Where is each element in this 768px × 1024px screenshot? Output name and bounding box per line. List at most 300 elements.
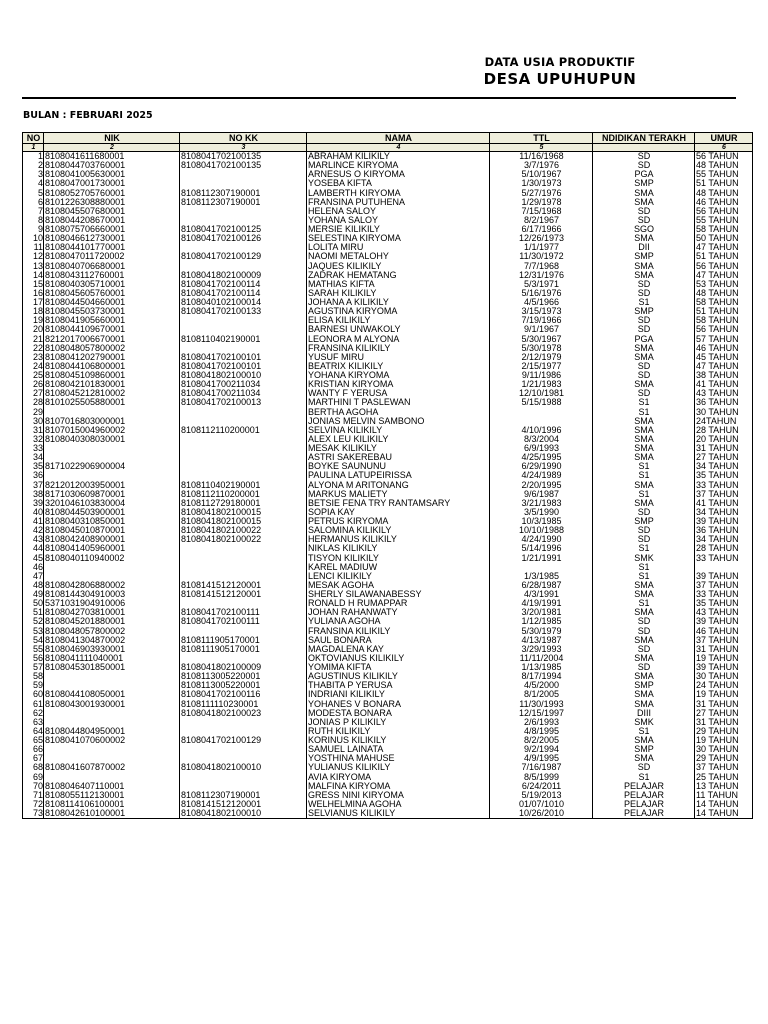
cell-nama: YULIANA AGOHA (307, 617, 490, 626)
table-row (23, 362, 753, 371)
cell-ttl: 5/15/1988 (490, 398, 593, 407)
cell-pendidikan: S1 (593, 490, 695, 499)
cell-pendidikan: SMP (593, 681, 695, 690)
cell-umur: 28 TAHUN (695, 544, 753, 553)
cell-umur: 47 TAHUN (695, 271, 753, 280)
cell-ttl: 5/19/2013 (490, 791, 593, 800)
cell-nik: 8108047011720002 (44, 252, 180, 261)
cell-umur: 53 TAHUN (695, 280, 753, 289)
cell-umur: 48 TAHUN (695, 189, 753, 198)
cell-nama: MESAK AGOHA (307, 581, 490, 590)
cell-no-kk (180, 435, 307, 444)
cell-pendidikan: S1 (593, 599, 695, 608)
cell-nama: OKTOVIANUS KILIKILY (307, 654, 490, 663)
cell-no: 34 (23, 453, 44, 462)
cell-no-kk (180, 207, 307, 216)
cell-ttl: 10/26/2010 (490, 809, 593, 819)
cell-umur: 34 TAHUN (695, 462, 753, 471)
cell-nama: ARNESUS O KIRYOMA (307, 170, 490, 179)
table-row (23, 325, 753, 334)
cell-umur: 35 TAHUN (695, 471, 753, 480)
cell-pendidikan: SD (593, 289, 695, 298)
cell-nama: YOMIMA KIFTA (307, 663, 490, 672)
cell-no: 52 (23, 617, 44, 626)
cell-umur: 50 TAHUN (695, 234, 753, 243)
cell-no-kk (180, 170, 307, 179)
cell-umur: 46 TAHUN (695, 627, 753, 636)
table-row (23, 198, 753, 207)
cell-nik: 8108144304910003 (44, 590, 180, 599)
cell-nik: 8108045109860001 (44, 371, 180, 380)
cell-nik: 8108040706680001 (44, 262, 180, 271)
cell-umur: 56 TAHUN (695, 152, 753, 162)
table-row (23, 599, 753, 608)
cell-ttl: 4/19/1991 (490, 599, 593, 608)
cell-pendidikan: SD (593, 280, 695, 289)
cell-pendidikan: SD (593, 152, 695, 162)
cell-nik: 8212017006670001 (44, 335, 180, 344)
cell-no-kk: 8108041802100022 (180, 535, 307, 544)
cell-no: 70 (23, 782, 44, 791)
cell-no-kk: 8108113005220001 (180, 672, 307, 681)
table-row (23, 736, 753, 745)
cell-ttl: 6/9/1993 (490, 444, 593, 453)
cell-umur: 39 TAHUN (695, 663, 753, 672)
cell-nama: ABRAHAM KILIKILY (307, 152, 490, 162)
population-table (22, 132, 753, 819)
cell-umur: 39 TAHUN (695, 572, 753, 581)
cell-no: 40 (23, 508, 44, 517)
cell-no: 1 (23, 152, 44, 162)
cell-no: 37 (23, 481, 44, 490)
cell-nama: TISYON KILIKILY (307, 554, 490, 563)
cell-nik: 8108040310850001 (44, 517, 180, 526)
cell-nik (44, 572, 180, 581)
cell-no-kk: 8108041802100015 (180, 517, 307, 526)
cell-no-kk: 8108111905170001 (180, 636, 307, 645)
cell-pendidikan: SD (593, 617, 695, 626)
table-row (23, 554, 753, 563)
cell-nama: YUSUF MIRU (307, 353, 490, 362)
cell-nama: LENCI KILIKILY (307, 572, 490, 581)
header-divider (22, 97, 736, 99)
cell-nik: 8108044106800001 (44, 362, 180, 371)
cell-nik (44, 681, 180, 690)
cell-no-kk: 8108041802100009 (180, 663, 307, 672)
cell-umur: 46 TAHUN (695, 198, 753, 207)
cell-nama: YOHANA KIRYOMA (307, 371, 490, 380)
cell-no: 2 (23, 161, 44, 170)
cell-nama: INDRIANI KILIKILY (307, 690, 490, 699)
cell-nama: THABITA P YERUSA (307, 681, 490, 690)
cell-no: 55 (23, 645, 44, 654)
table-row (23, 672, 753, 681)
table-row (23, 344, 753, 353)
table-row (23, 271, 753, 280)
cell-nik: 8108045010870001 (44, 526, 180, 535)
cell-no: 67 (23, 754, 44, 763)
cell-pendidikan: SMA (593, 672, 695, 681)
table-row (23, 718, 753, 727)
cell-nama: ALYONA M ARITONANG (307, 481, 490, 490)
cell-umur: 58 TAHUN (695, 225, 753, 234)
cell-no: 61 (23, 700, 44, 709)
cell-ttl: 2/6/1993 (490, 718, 593, 727)
cell-pendidikan: SMP (593, 252, 695, 261)
cell-nik: 8108042610100001 (44, 809, 180, 819)
cell-nama: SOPIA KAY (307, 508, 490, 517)
cell-no-kk (180, 243, 307, 252)
cell-ttl: 1/3/1985 (490, 572, 593, 581)
cell-no-kk: 8108041702100129 (180, 736, 307, 745)
table-row (23, 462, 753, 471)
cell-pendidikan: SMA (593, 636, 695, 645)
cell-nik: 8108044804950001 (44, 727, 180, 736)
cell-nik (44, 453, 180, 462)
table-row (23, 590, 753, 599)
cell-no: 63 (23, 718, 44, 727)
cell-nik: 8108046407110001 (44, 782, 180, 791)
cell-nama: JAQUES KILIKILY (307, 262, 490, 271)
cell-nama: KORINUS KILIKILY (307, 736, 490, 745)
column-header-no-kk: NO KK (180, 133, 307, 144)
cell-nama: LAMBERTH KIRYOMA (307, 189, 490, 198)
cell-ttl: 1/21/1983 (490, 380, 593, 389)
cell-pendidikan: SMA (593, 271, 695, 280)
cell-no-kk: 8108041702100133 (180, 307, 307, 316)
cell-nik: 8108114106100001 (44, 800, 180, 809)
cell-pendidikan: SD (593, 535, 695, 544)
cell-nama: ALEX LEU KILIKILY (307, 435, 490, 444)
cell-nama: JOHANA A KILIKILY (307, 298, 490, 307)
cell-umur: 37 TAHUN (695, 490, 753, 499)
cell-no: 17 (23, 298, 44, 307)
cell-pendidikan: SMA (593, 426, 695, 435)
cell-nama: JONIAS P KILIKILY (307, 718, 490, 727)
cell-ttl: 8/5/1999 (490, 773, 593, 782)
cell-umur: 29 TAHUN (695, 754, 753, 763)
cell-pendidikan: SMA (593, 189, 695, 198)
cell-nik: 8108045507680001 (44, 207, 180, 216)
cell-no-kk: 8108041702100101 (180, 362, 307, 371)
cell-ttl: 4/9/1995 (490, 754, 593, 763)
column-header-umur: UMUR (695, 133, 753, 144)
cell-ttl: 8/1/2005 (490, 690, 593, 699)
cell-no: 16 (23, 289, 44, 298)
cell-nik: 8108052705760001 (44, 189, 180, 198)
cell-umur: 51 TAHUN (695, 252, 753, 261)
cell-nik: 8108041611680001 (44, 152, 180, 162)
cell-no-kk (180, 718, 307, 727)
cell-nama: MARKUS MALIETY (307, 490, 490, 499)
cell-pendidikan: S1 (593, 773, 695, 782)
cell-no: 45 (23, 554, 44, 563)
cell-no-kk: 8108041802100010 (180, 809, 307, 819)
cell-ttl: 1/1/1977 (490, 243, 593, 252)
cell-umur: 29 TAHUN (695, 727, 753, 736)
table-row (23, 563, 753, 572)
cell-no-kk (180, 408, 307, 417)
cell-ttl: 7/7/1968 (490, 262, 593, 271)
cell-pendidikan: PELAJAR (593, 800, 695, 809)
cell-umur: 34 TAHUN (695, 535, 753, 544)
cell-umur: 47 TAHUN (695, 362, 753, 371)
cell-nik: 8108045301850001 (44, 663, 180, 672)
cell-umur: 46 TAHUN (695, 344, 753, 353)
cell-umur: 51 TAHUN (695, 179, 753, 188)
column-header-pendidikan: NDIDIKAN TERAKH (593, 133, 695, 144)
table-row (23, 681, 753, 690)
cell-nama: WELHELMINA AGOHA (307, 800, 490, 809)
cell-ttl: 8/17/1994 (490, 672, 593, 681)
cell-no: 47 (23, 572, 44, 581)
table-row (23, 773, 753, 782)
cell-no: 56 (23, 654, 44, 663)
cell-no-kk: 8108041802100023 (180, 709, 307, 718)
cell-nik: 8108047001730001 (44, 179, 180, 188)
cell-nama: MATHIAS KIFTA (307, 280, 490, 289)
cell-umur: 14 TAHUN (695, 809, 753, 819)
table-row (23, 408, 753, 417)
table-row (23, 727, 753, 736)
cell-no: 68 (23, 763, 44, 772)
cell-no-kk (180, 462, 307, 471)
cell-nik: 8108045503730001 (44, 307, 180, 316)
cell-ttl: 7/19/1966 (490, 316, 593, 325)
cell-umur: 39 TAHUN (695, 617, 753, 626)
cell-nik: 8107015004960002 (44, 426, 180, 435)
cell-nik: 8108044503900001 (44, 508, 180, 517)
cell-no: 41 (23, 517, 44, 526)
cell-no-kk: 8108041802100010 (180, 371, 307, 380)
table-row (23, 335, 753, 344)
cell-pendidikan: SD (593, 763, 695, 772)
cell-pendidikan: SMP (593, 179, 695, 188)
cell-no-kk (180, 745, 307, 754)
cell-no-kk: 8108041702100129 (180, 252, 307, 261)
cell-nik: 8108045605760001 (44, 289, 180, 298)
cell-ttl: 4/3/1991 (490, 590, 593, 599)
table-row (23, 809, 753, 819)
table-row (23, 152, 753, 162)
cell-ttl: 1/21/1991 (490, 554, 593, 563)
cell-umur: 51 TAHUN (695, 307, 753, 316)
table-row (23, 690, 753, 699)
cell-no: 19 (23, 316, 44, 325)
cell-pendidikan: SMP (593, 307, 695, 316)
table-row (23, 782, 753, 791)
cell-no-kk (180, 471, 307, 480)
table-row (23, 763, 753, 772)
cell-nama: HELENA SALOY (307, 207, 490, 216)
cell-umur: 41 TAHUN (695, 499, 753, 508)
cell-nik: 8108046612730001 (44, 234, 180, 243)
table-row (23, 307, 753, 316)
cell-umur: 31 TAHUN (695, 700, 753, 709)
table-row (23, 572, 753, 581)
cell-nik: 8212012003950001 (44, 481, 180, 490)
cell-umur: 31 TAHUN (695, 718, 753, 727)
cell-pendidikan: SMA (593, 581, 695, 590)
cell-nama: SAMUEL LAINATA (307, 745, 490, 754)
cell-nama: AGUSTINUS KILIKILY (307, 672, 490, 681)
cell-ttl: 4/13/1987 (490, 636, 593, 645)
cell-ttl: 2/15/1977 (490, 362, 593, 371)
cell-ttl: 5/10/1967 (490, 170, 593, 179)
month-label: BULAN : FEBRUARI 2025 (23, 110, 153, 121)
cell-no-kk (180, 773, 307, 782)
cell-pendidikan: S1 (593, 471, 695, 480)
cell-no-kk: 8108041700211034 (180, 389, 307, 398)
cell-nama: YOSEBA KIFTA (307, 179, 490, 188)
cell-pendidikan: SMA (593, 654, 695, 663)
cell-no-kk: 8108041702100114 (180, 289, 307, 298)
cell-nama: BERTHA AGOHA (307, 408, 490, 417)
table-row (23, 654, 753, 663)
cell-nama: NAOMI METALOHY (307, 252, 490, 261)
cell-no: 42 (23, 526, 44, 535)
cell-nama: SELVIANUS KILIKILY (307, 809, 490, 819)
cell-no: 15 (23, 280, 44, 289)
cell-nama: RUTH KILIKILY (307, 727, 490, 736)
cell-nik: 8108040305710001 (44, 280, 180, 289)
cell-ttl: 7/15/1968 (490, 207, 593, 216)
cell-pendidikan: DII (593, 243, 695, 252)
cell-ttl: 3/15/1973 (490, 307, 593, 316)
cell-pendidikan: SMA (593, 234, 695, 243)
cell-umur: 36 TAHUN (695, 398, 753, 407)
cell-no-kk (180, 754, 307, 763)
cell-pendidikan: DIII (593, 709, 695, 718)
cell-ttl: 4/5/2000 (490, 681, 593, 690)
cell-no-kk (180, 563, 307, 572)
cell-ttl: 4/8/1995 (490, 727, 593, 736)
cell-umur: 33 TAHUN (695, 590, 753, 599)
cell-pendidikan: SMP (593, 745, 695, 754)
cell-no-kk: 8108112307190001 (180, 198, 307, 207)
cell-no: 13 (23, 262, 44, 271)
cell-nik: 8108075706660001 (44, 225, 180, 234)
cell-ttl: 5/30/1978 (490, 344, 593, 353)
table-row (23, 608, 753, 617)
cell-pendidikan: SMK (593, 718, 695, 727)
cell-nama: YOHANA SALOY (307, 216, 490, 225)
cell-umur: 33 TAHUN (695, 481, 753, 490)
cell-no: 4 (23, 179, 44, 188)
cell-nama: KAREL MADIUW (307, 563, 490, 572)
table-row (23, 289, 753, 298)
cell-pendidikan: SMA (593, 417, 695, 426)
cell-umur: 36 TAHUN (695, 526, 753, 535)
table-row (23, 663, 753, 672)
cell-umur: 35 TAHUN (695, 599, 753, 608)
cell-no: 12 (23, 252, 44, 261)
table-row (23, 234, 753, 243)
cell-ttl: 4/25/1995 (490, 453, 593, 462)
cell-nik: 8108041111040001 (44, 654, 180, 663)
cell-umur: 39 TAHUN (695, 517, 753, 526)
cell-nama: KRISTIAN KIRYOMA (307, 380, 490, 389)
cell-no-kk: 8108041802100022 (180, 526, 307, 535)
cell-nama: WANTY F YERUSA (307, 389, 490, 398)
cell-pendidikan: SMA (593, 700, 695, 709)
cell-no-kk (180, 316, 307, 325)
cell-nik (44, 563, 180, 572)
column-number: 3 (180, 144, 307, 152)
cell-pendidikan: SMA (593, 344, 695, 353)
cell-umur: 45 TAHUN (695, 353, 753, 362)
cell-no-kk (180, 599, 307, 608)
cell-umur: 24 TAHUN (695, 681, 753, 690)
cell-no-kk: 8108111110230001 (180, 700, 307, 709)
cell-nik (44, 718, 180, 727)
cell-umur (695, 563, 753, 572)
cell-pendidikan: PELAJAR (593, 791, 695, 800)
cell-umur: 43 TAHUN (695, 608, 753, 617)
cell-nama: AVIA KIRYOMA (307, 773, 490, 782)
cell-nik (44, 471, 180, 480)
table-row (23, 389, 753, 398)
cell-pendidikan: SMA (593, 435, 695, 444)
cell-pendidikan: S1 (593, 408, 695, 417)
cell-nama: SAUL BONARA (307, 636, 490, 645)
table-row (23, 207, 753, 216)
table-row (23, 417, 753, 426)
cell-no-kk: 8108040102100014 (180, 298, 307, 307)
cell-no-kk: 8108113005220001 (180, 681, 307, 690)
cell-ttl: 11/30/1993 (490, 700, 593, 709)
cell-no: 21 (23, 335, 44, 344)
cell-nik: 8171022906900004 (44, 462, 180, 471)
cell-nama: YULIANUS KILIKILY (307, 763, 490, 772)
table-row (23, 581, 753, 590)
cell-no-kk: 8108041702100135 (180, 152, 307, 162)
cell-umur: 30 TAHUN (695, 745, 753, 754)
cell-nik: 8101025505880001 (44, 398, 180, 407)
cell-ttl: 3/5/1990 (490, 508, 593, 517)
column-number: 5 (490, 144, 593, 152)
cell-umur: 48 TAHUN (695, 289, 753, 298)
cell-ttl: 12/26/1973 (490, 234, 593, 243)
cell-nik: 8108041607870002 (44, 763, 180, 772)
cell-nama: MALFINA KIRYOMA (307, 782, 490, 791)
cell-no: 31 (23, 426, 44, 435)
cell-no: 48 (23, 581, 44, 590)
cell-ttl: 8/2/1967 (490, 216, 593, 225)
cell-nik: 8108044703760001 (44, 161, 180, 170)
cell-ttl: 12/15/1997 (490, 709, 593, 718)
cell-nama: MAGDALENA KAY (307, 645, 490, 654)
cell-no-kk: 8108112307190001 (180, 791, 307, 800)
cell-ttl: 9/6/1987 (490, 490, 593, 499)
cell-nik (44, 754, 180, 763)
column-number: 1 (23, 144, 44, 152)
cell-no: 59 (23, 681, 44, 690)
cell-no-kk: 8108111905170001 (180, 645, 307, 654)
cell-pendidikan: PGA (593, 170, 695, 179)
cell-pendidikan: S1 (593, 544, 695, 553)
cell-ttl: 2/12/1979 (490, 353, 593, 362)
cell-nik: 8108048057800002 (44, 627, 180, 636)
cell-ttl: 1/30/1973 (490, 179, 593, 188)
table-row (23, 243, 753, 252)
cell-pendidikan: SMA (593, 481, 695, 490)
cell-pendidikan: SMA (593, 736, 695, 745)
table-row (23, 216, 753, 225)
cell-ttl: 8/2/2005 (490, 736, 593, 745)
cell-nik: 8108043112760001 (44, 271, 180, 280)
cell-nik: 8108048057800002 (44, 344, 180, 353)
